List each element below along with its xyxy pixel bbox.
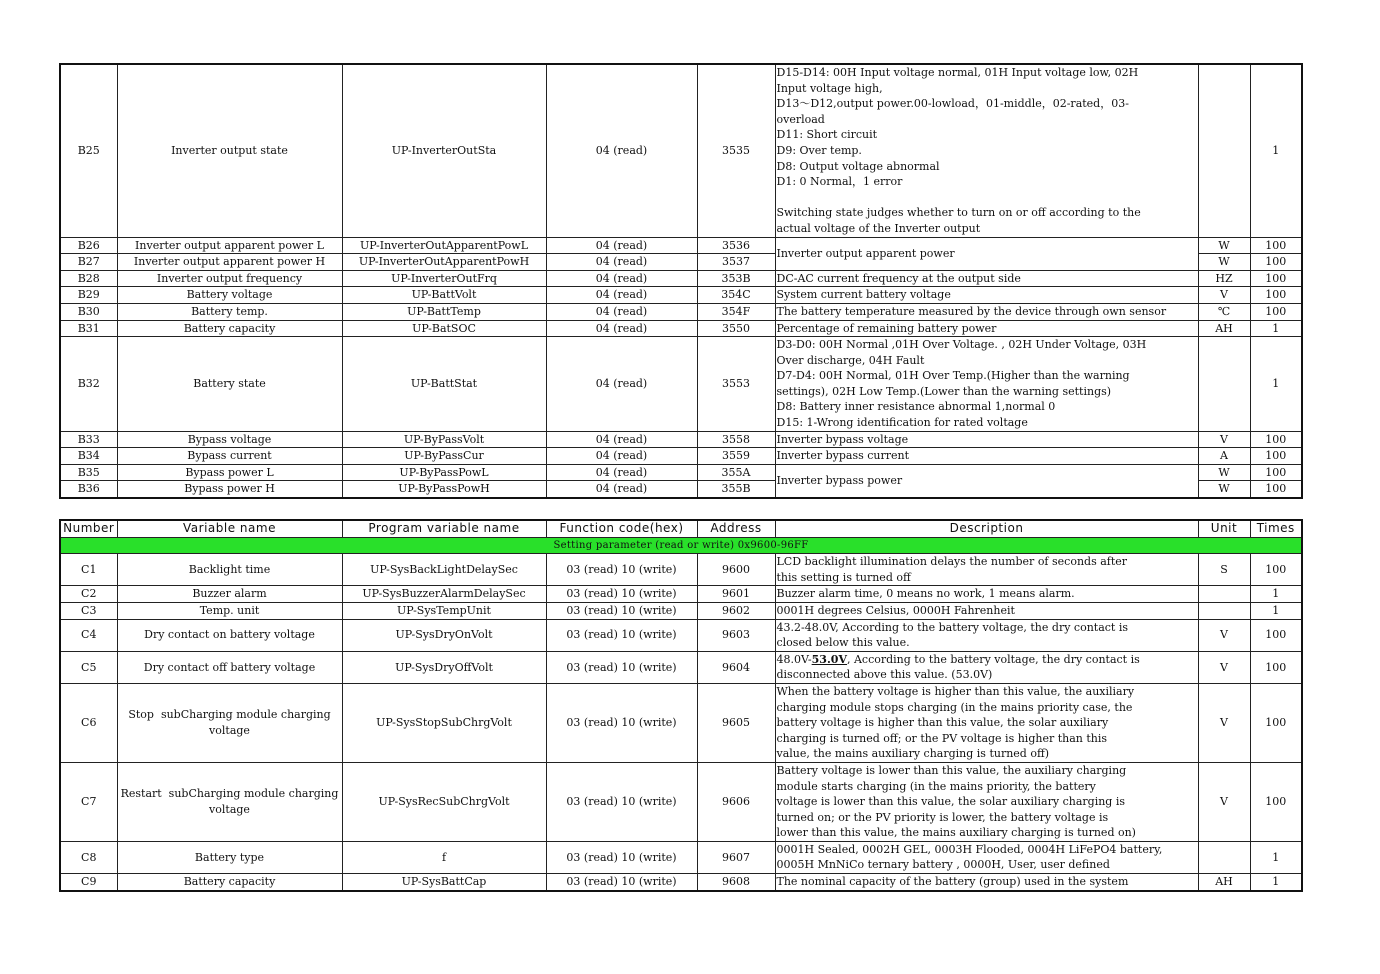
cell-description: Battery voltage is lower than this value, the auxiliary charging module starts charging (in the mains priority, the battery voltage is lower than this value, the solar auxiliary charging is turned on; or the PV priority is lower, the battery voltage is lower than this value, the mains auxiliary charging is turned on) — [775, 762, 1198, 841]
header-function-code: Function code(hex) — [546, 520, 697, 537]
cell-program-variable: UP-InverterOutApparentPowL — [342, 237, 546, 254]
table-row — [60, 651, 1302, 683]
cell-times: 1 — [1250, 602, 1302, 619]
cell-address: 355B — [697, 481, 775, 498]
cell-description: 0001H Sealed, 0002H GEL, 0003H Flooded, 0004H LiFePO4 battery, 0005H MnNiCo ternary battery , 0000H, User, user defined — [775, 841, 1198, 873]
cell-number: C5 — [60, 651, 117, 683]
header-row — [60, 520, 1302, 537]
cell-function-code: 04 (read) — [546, 237, 697, 254]
cell-unit: V — [1198, 683, 1250, 762]
cell-variable-name: Battery capacity — [117, 320, 342, 337]
cell-function-code: 04 (read) — [546, 287, 697, 304]
cell-program-variable: UP-BattStat — [342, 337, 546, 432]
header-variable-name: Variable name — [117, 520, 342, 537]
table-row — [60, 337, 1302, 432]
cell-description: Buzzer alarm time, 0 means no work, 1 means alarm. — [775, 586, 1198, 603]
desc-text: 48.0V- — [776, 652, 812, 666]
cell-address: 9603 — [697, 619, 775, 651]
cell-function-code: 04 (read) — [546, 481, 697, 498]
cell-program-variable: UP-SysTempUnit — [342, 602, 546, 619]
cell-variable-name: Stop subCharging module charging voltage — [117, 683, 342, 762]
cell-address: 9607 — [697, 841, 775, 873]
cell-unit — [1198, 64, 1250, 237]
cell-address: 9605 — [697, 683, 775, 762]
cell-description: When the battery voltage is higher than this value, the auxiliary charging module stops charging (in the mains priority case, the battery voltage is higher than this value, the solar auxiliary charging is turned off; or the PV voltage is higher than this value, the mains auxiliary charging is turned off) — [775, 683, 1198, 762]
cell-variable-name: Restart subCharging module charging voltage — [117, 762, 342, 841]
cell-variable-name: Backlight time — [117, 554, 342, 586]
cell-address: 9604 — [697, 651, 775, 683]
cell-address: 3558 — [697, 431, 775, 448]
cell-times: 100 — [1250, 431, 1302, 448]
cell-unit: S — [1198, 554, 1250, 586]
cell-unit: V — [1198, 651, 1250, 683]
cell-program-variable: UP-SysDryOnVolt — [342, 619, 546, 651]
cell-function-code: 03 (read) 10 (write) — [546, 651, 697, 683]
cell-number: B26 — [60, 237, 117, 254]
cell-variable-name: Inverter output apparent power L — [117, 237, 342, 254]
cell-function-code: 04 (read) — [546, 448, 697, 465]
table-row — [60, 287, 1302, 304]
cell-times: 100 — [1250, 270, 1302, 287]
cell-program-variable: UP-SysBattCap — [342, 874, 546, 891]
cell-address: 9601 — [697, 586, 775, 603]
cell-program-variable: UP-ByPassPowH — [342, 481, 546, 498]
cell-times: 1 — [1250, 586, 1302, 603]
table-row — [60, 237, 1302, 254]
header-program-variable: Program variable name — [342, 520, 546, 537]
cell-variable-name: Bypass voltage — [117, 431, 342, 448]
header-address: Address — [697, 520, 775, 537]
cell-times: 100 — [1250, 303, 1302, 320]
cell-number: B36 — [60, 481, 117, 498]
cell-address: 9602 — [697, 602, 775, 619]
table-row — [60, 270, 1302, 287]
cell-description: D15-D14: 00H Input voltage normal, 01H Input voltage low, 02H Input voltage high, D13～D12,output power.00-lowload，01-middle，02-rated，03- overload D11: Short circuit D9: Over temp. D8: Output voltage abnormal D1: 0 Normal，1 error Switching state judges whether to turn on or off according to the actual voltage of the Inverter output — [775, 64, 1198, 237]
cell-function-code: 03 (read) 10 (write) — [546, 683, 697, 762]
cell-number: C3 — [60, 602, 117, 619]
cell-times: 1 — [1250, 841, 1302, 873]
cell-description: The nominal capacity of the battery (group) used in the system — [775, 874, 1198, 891]
cell-unit — [1198, 602, 1250, 619]
table-row — [60, 554, 1302, 586]
cell-address: 3559 — [697, 448, 775, 465]
cell-unit: W — [1198, 237, 1250, 254]
cell-number: B31 — [60, 320, 117, 337]
cell-number: C6 — [60, 683, 117, 762]
table-row — [60, 64, 1302, 237]
cell-number: C2 — [60, 586, 117, 603]
header-times: Times — [1250, 520, 1302, 537]
cell-unit: AH — [1198, 874, 1250, 891]
cell-function-code: 03 (read) 10 (write) — [546, 619, 697, 651]
cell-program-variable: UP-ByPassPowL — [342, 464, 546, 481]
cell-program-variable: UP-SysDryOffVolt — [342, 651, 546, 683]
cell-variable-name: Battery voltage — [117, 287, 342, 304]
table-row — [60, 464, 1302, 481]
desc-highlight: 53.0V — [811, 652, 847, 666]
cell-program-variable: UP-InverterOutApparentPowH — [342, 254, 546, 271]
cell-unit: A — [1198, 448, 1250, 465]
cell-times: 100 — [1250, 683, 1302, 762]
cell-description: LCD backlight illumination delays the number of seconds after this setting is turned off — [775, 554, 1198, 586]
cell-times: 1 — [1250, 320, 1302, 337]
cell-description: 43.2-48.0V, According to the battery voltage, the dry contact is closed below this value. — [775, 619, 1198, 651]
cell-description: Inverter bypass power — [775, 464, 1198, 498]
table-row — [60, 320, 1302, 337]
table-row — [60, 841, 1302, 873]
cell-program-variable: UP-SysStopSubChrgVolt — [342, 683, 546, 762]
cell-program-variable: UP-BatSOC — [342, 320, 546, 337]
cell-program-variable: UP-ByPassCur — [342, 448, 546, 465]
cell-program-variable: UP-BattVolt — [342, 287, 546, 304]
cell-variable-name: Inverter output state — [117, 64, 342, 237]
cell-times: 100 — [1250, 287, 1302, 304]
cell-unit: AH — [1198, 320, 1250, 337]
cell-number: B34 — [60, 448, 117, 465]
cell-unit — [1198, 841, 1250, 873]
cell-address: 9608 — [697, 874, 775, 891]
cell-description: Inverter bypass current — [775, 448, 1198, 465]
cell-function-code: 03 (read) 10 (write) — [546, 762, 697, 841]
cell-number: C1 — [60, 554, 117, 586]
cell-variable-name: Dry contact on battery voltage — [117, 619, 342, 651]
register-table-b — [59, 63, 1303, 499]
cell-description — [775, 651, 1198, 683]
cell-number: B35 — [60, 464, 117, 481]
cell-times: 1 — [1250, 64, 1302, 237]
table-row — [60, 762, 1302, 841]
cell-function-code: 03 (read) 10 (write) — [546, 602, 697, 619]
cell-times: 100 — [1250, 651, 1302, 683]
cell-number: C8 — [60, 841, 117, 873]
cell-number: C4 — [60, 619, 117, 651]
cell-function-code: 03 (read) 10 (write) — [546, 586, 697, 603]
cell-number: B29 — [60, 287, 117, 304]
header-unit: Unit — [1198, 520, 1250, 537]
cell-description: Inverter output apparent power — [775, 237, 1198, 270]
cell-description: The battery temperature measured by the device through own sensor — [775, 303, 1198, 320]
cell-number: C7 — [60, 762, 117, 841]
section-title: Setting parameter (read or write) 0x9600-96FF — [60, 537, 1302, 554]
section-row — [60, 537, 1302, 554]
cell-unit — [1198, 337, 1250, 432]
cell-address: 3550 — [697, 320, 775, 337]
header-description: Description — [775, 520, 1198, 537]
register-table-c — [59, 519, 1303, 892]
table-row — [60, 619, 1302, 651]
cell-address: 9600 — [697, 554, 775, 586]
cell-times: 100 — [1250, 464, 1302, 481]
cell-unit: V — [1198, 762, 1250, 841]
cell-unit: HZ — [1198, 270, 1250, 287]
cell-number: B30 — [60, 303, 117, 320]
cell-times: 100 — [1250, 762, 1302, 841]
cell-variable-name: Bypass current — [117, 448, 342, 465]
cell-address: 9606 — [697, 762, 775, 841]
table-row — [60, 448, 1302, 465]
cell-function-code: 04 (read) — [546, 431, 697, 448]
table-row — [60, 874, 1302, 891]
cell-times: 100 — [1250, 237, 1302, 254]
cell-address: 353B — [697, 270, 775, 287]
cell-variable-name: Battery temp. — [117, 303, 342, 320]
cell-program-variable: f — [342, 841, 546, 873]
cell-description: D3-D0: 00H Normal ,01H Over Voltage. , 02H Under Voltage, 03H Over discharge, 04H Fault D7-D4: 00H Normal, 01H Over Temp.(Higher than the warning settings), 02H Low Temp.(Lower than the warning settings) D8: Battery inner resistance abnormal 1,normal 0 D15: 1-Wrong identification for rated voltage — [775, 337, 1198, 432]
cell-description: DC-AC current frequency at the output side — [775, 270, 1198, 287]
cell-program-variable: UP-BattTemp — [342, 303, 546, 320]
cell-number: B25 — [60, 64, 117, 237]
cell-unit: W — [1198, 254, 1250, 271]
cell-program-variable: UP-SysBuzzerAlarmDelaySec — [342, 586, 546, 603]
cell-variable-name: Battery capacity — [117, 874, 342, 891]
cell-address: 354C — [697, 287, 775, 304]
cell-variable-name: Inverter output apparent power H — [117, 254, 342, 271]
cell-address: 3553 — [697, 337, 775, 432]
cell-function-code: 04 (read) — [546, 320, 697, 337]
header-number: Number — [60, 520, 117, 537]
cell-times: 100 — [1250, 481, 1302, 498]
cell-program-variable: UP-SysRecSubChrgVolt — [342, 762, 546, 841]
cell-unit — [1198, 586, 1250, 603]
cell-times: 100 — [1250, 619, 1302, 651]
cell-function-code: 04 (read) — [546, 270, 697, 287]
table-row — [60, 303, 1302, 320]
cell-unit: V — [1198, 287, 1250, 304]
cell-function-code: 03 (read) 10 (write) — [546, 554, 697, 586]
cell-variable-name: Dry contact off battery voltage — [117, 651, 342, 683]
cell-address: 3536 — [697, 237, 775, 254]
cell-address: 354F — [697, 303, 775, 320]
cell-variable-name: Battery state — [117, 337, 342, 432]
cell-unit: W — [1198, 481, 1250, 498]
cell-function-code: 03 (read) 10 (write) — [546, 841, 697, 873]
cell-unit: W — [1198, 464, 1250, 481]
cell-description: Inverter bypass voltage — [775, 431, 1198, 448]
cell-function-code: 04 (read) — [546, 464, 697, 481]
cell-variable-name: Inverter output frequency — [117, 270, 342, 287]
cell-function-code: 04 (read) — [546, 64, 697, 237]
table-row — [60, 586, 1302, 603]
cell-program-variable: UP-InverterOutFrq — [342, 270, 546, 287]
cell-variable-name: Temp. unit — [117, 602, 342, 619]
table-row — [60, 683, 1302, 762]
cell-function-code: 04 (read) — [546, 337, 697, 432]
cell-times: 1 — [1250, 337, 1302, 432]
cell-program-variable: UP-ByPassVolt — [342, 431, 546, 448]
cell-times: 100 — [1250, 554, 1302, 586]
desc-text: , According to the battery voltage, the dry contact is disconnected above this value. (53.0V) — [776, 652, 1140, 682]
cell-function-code: 04 (read) — [546, 303, 697, 320]
cell-unit: ℃ — [1198, 303, 1250, 320]
cell-variable-name: Bypass power H — [117, 481, 342, 498]
cell-times: 1 — [1250, 874, 1302, 891]
cell-description: System current battery voltage — [775, 287, 1198, 304]
cell-unit: V — [1198, 431, 1250, 448]
table-row — [60, 602, 1302, 619]
cell-number: B27 — [60, 254, 117, 271]
table-row — [60, 431, 1302, 448]
cell-description: Percentage of remaining battery power — [775, 320, 1198, 337]
cell-program-variable: UP-SysBackLightDelaySec — [342, 554, 546, 586]
cell-description: 0001H degrees Celsius, 0000H Fahrenheit — [775, 602, 1198, 619]
cell-number: B28 — [60, 270, 117, 287]
cell-number: B33 — [60, 431, 117, 448]
cell-variable-name: Battery type — [117, 841, 342, 873]
cell-times: 100 — [1250, 254, 1302, 271]
cell-address: 3537 — [697, 254, 775, 271]
cell-address: 3535 — [697, 64, 775, 237]
cell-function-code: 03 (read) 10 (write) — [546, 874, 697, 891]
cell-times: 100 — [1250, 448, 1302, 465]
cell-variable-name: Buzzer alarm — [117, 586, 342, 603]
cell-number: B32 — [60, 337, 117, 432]
cell-function-code: 04 (read) — [546, 254, 697, 271]
cell-unit: V — [1198, 619, 1250, 651]
cell-variable-name: Bypass power L — [117, 464, 342, 481]
cell-program-variable: UP-InverterOutSta — [342, 64, 546, 237]
cell-address: 355A — [697, 464, 775, 481]
cell-number: C9 — [60, 874, 117, 891]
